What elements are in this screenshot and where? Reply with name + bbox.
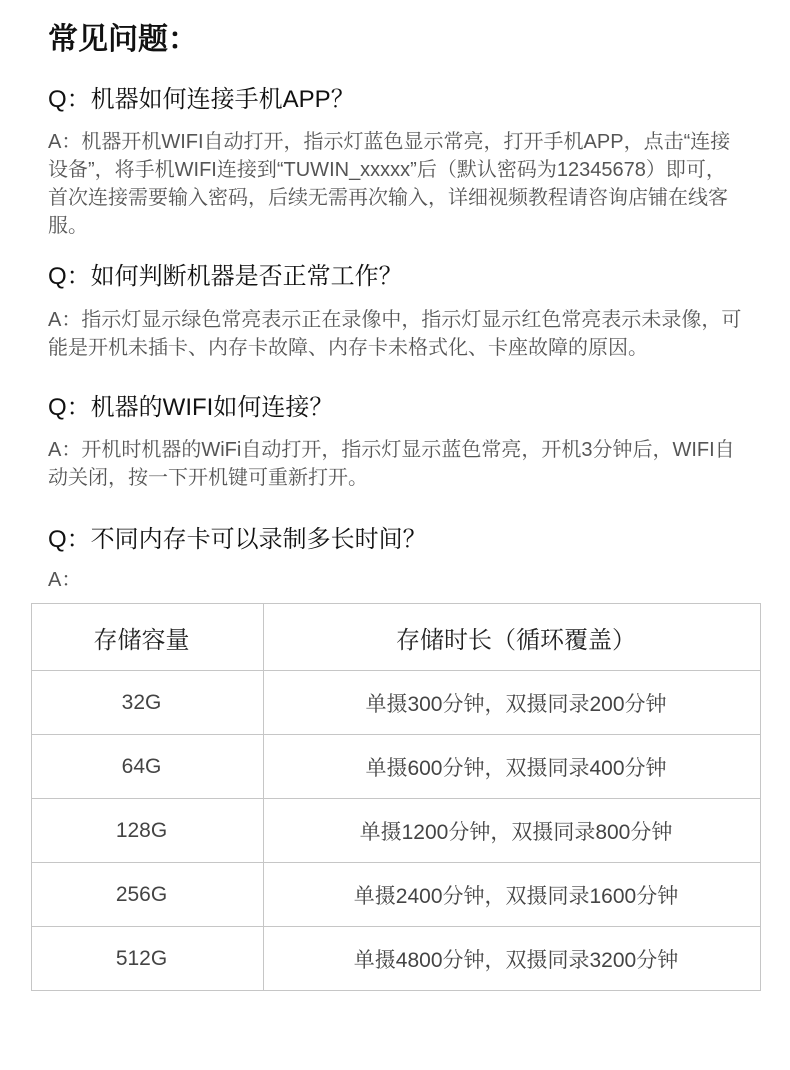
table-row bbox=[32, 734, 760, 798]
table-header-row bbox=[32, 604, 760, 670]
table-row bbox=[32, 670, 760, 734]
faq-answer-line: 服。 bbox=[48, 215, 88, 237]
table-row bbox=[32, 926, 760, 990]
faq-answer bbox=[48, 128, 730, 240]
faq-answer-line: A：开机时机器的WiFi自动打开，指示灯显示蓝色常亮，开机3分钟后，WIFI自 bbox=[48, 439, 735, 461]
faq-answer-line: A：指示灯显示绿色常亮表示正在录像中，指示灯显示红色常亮表示未录像，可 bbox=[48, 309, 742, 331]
table-row bbox=[32, 862, 760, 926]
capacity-cell: 64G bbox=[32, 735, 264, 798]
capacity-cell: 128G bbox=[32, 799, 264, 862]
duration-cell: 单摄300分钟，双摄同录200分钟 bbox=[365, 692, 667, 716]
faq-answer-line: A： bbox=[48, 569, 82, 591]
faq-question: Q：不同内存卡可以录制多长时间？ bbox=[48, 526, 427, 553]
faq-question: Q：如何判断机器是否正常工作？ bbox=[48, 263, 403, 290]
storage-table bbox=[31, 603, 761, 991]
duration-cell: 单摄2400分钟，双摄同录1600分钟 bbox=[353, 884, 679, 908]
faq-answer-line: 动关闭，按一下开机键可重新打开。 bbox=[48, 467, 368, 489]
page-title: 常见问题： bbox=[48, 23, 198, 56]
duration-cell: 单摄600分钟，双摄同录400分钟 bbox=[365, 756, 667, 780]
duration-cell: 单摄1200分钟，双摄同录800分钟 bbox=[359, 820, 673, 844]
table-row bbox=[32, 798, 760, 862]
table-header-capacity: 存储容量 bbox=[32, 604, 264, 670]
faq-answer bbox=[48, 436, 735, 492]
capacity-cell: 256G bbox=[32, 863, 264, 926]
faq-answer-line: 设备”，将手机WIFI连接到“TUWIN_xxxxx”后（默认密码为12345678）即可， bbox=[48, 159, 726, 181]
table-header-duration: 存储时长（循环覆盖） bbox=[396, 626, 636, 654]
faq-answer-line: 能是开机未插卡、内存卡故障、内存卡未格式化、卡座故障的原因。 bbox=[48, 337, 648, 359]
capacity-cell: 32G bbox=[32, 671, 264, 734]
faq-question: Q：机器如何连接手机APP？ bbox=[48, 86, 355, 113]
faq-answer bbox=[48, 566, 81, 594]
faq-question: Q：机器的WIFI如何连接？ bbox=[48, 394, 334, 421]
faq-answer bbox=[48, 306, 741, 362]
faq-answer-line: A：机器开机WIFI自动打开，指示灯蓝色显示常亮，打开手机APP，点击“连接 bbox=[48, 131, 731, 153]
capacity-cell: 512G bbox=[32, 927, 264, 990]
faq-answer-line: 首次连接需要输入密码，后续无需再次输入，详细视频教程请咨询店铺在线客 bbox=[48, 187, 728, 209]
duration-cell: 单摄4800分钟，双摄同录3200分钟 bbox=[353, 948, 679, 972]
